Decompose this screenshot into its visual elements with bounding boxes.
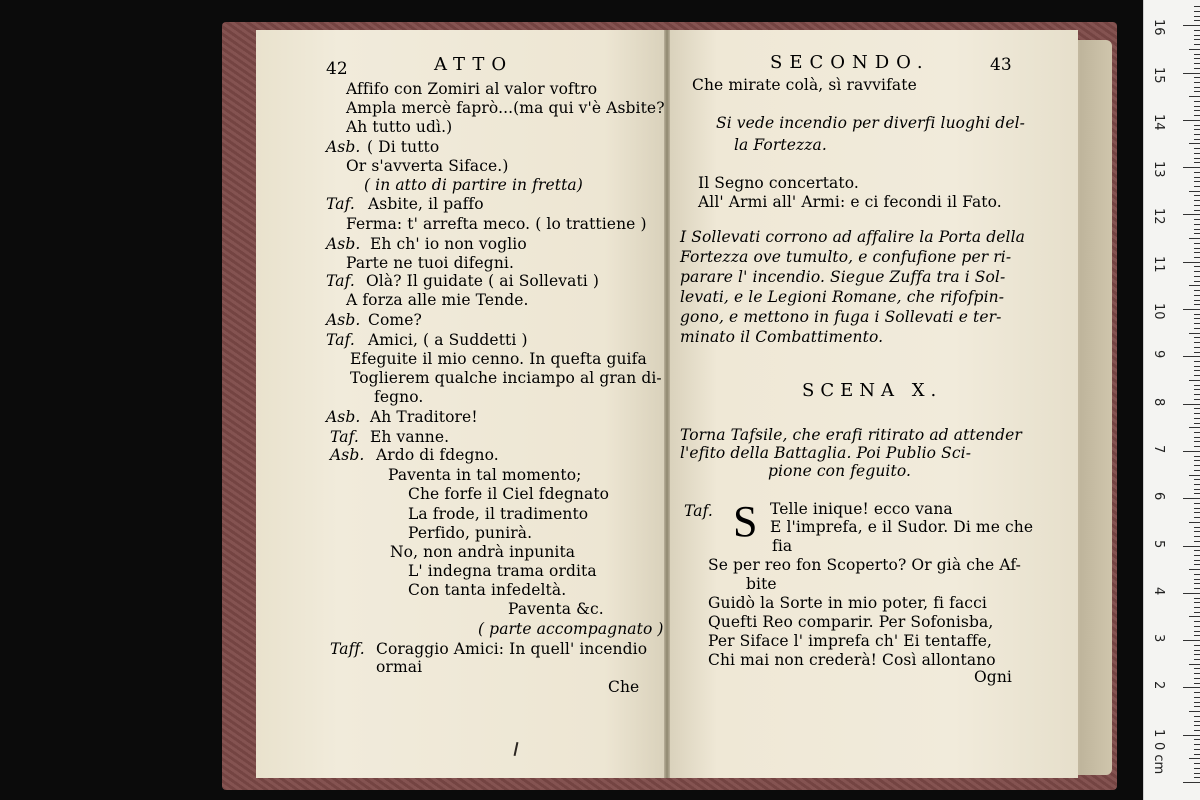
ruler-tick bbox=[1194, 763, 1200, 764]
ruler-tick bbox=[1194, 328, 1200, 329]
ruler-tick bbox=[1183, 593, 1200, 594]
text-line: Or s'avverta Siface.) bbox=[346, 157, 509, 175]
ruler-tick bbox=[1194, 683, 1200, 684]
ruler-tick bbox=[1194, 730, 1200, 731]
ruler-tick bbox=[1194, 314, 1200, 315]
stage-direction: gono, e mettono in fuga i Sollevati e ter- bbox=[680, 308, 1002, 326]
text-line: Asbite, il paffo bbox=[368, 195, 484, 213]
ruler-tick bbox=[1189, 427, 1200, 428]
ruler-tick bbox=[1194, 177, 1200, 178]
ruler-tick bbox=[1194, 692, 1200, 693]
stage-direction: Torna Tafsile, che erafi ritirato ad attender bbox=[680, 426, 1022, 444]
speaker-label: Asb. bbox=[326, 311, 361, 329]
ruler-tick bbox=[1194, 460, 1200, 461]
ruler-tick bbox=[1194, 58, 1200, 59]
ruler-tick bbox=[1194, 352, 1200, 353]
text-line: All' Armi all' Armi: e ci fecondi il Fato. bbox=[698, 193, 1002, 211]
ruler-number: 6 bbox=[1151, 492, 1166, 501]
ruler-tick bbox=[1189, 664, 1200, 665]
ruler-number: 11 bbox=[1151, 255, 1166, 273]
ruler-tick bbox=[1194, 493, 1200, 494]
ruler-tick bbox=[1183, 451, 1200, 452]
aria-line: La frode, il tradimento bbox=[408, 505, 589, 523]
ruler-number: 16 bbox=[1151, 19, 1166, 36]
ruler-tick bbox=[1183, 262, 1200, 263]
ruler-tick bbox=[1194, 654, 1200, 655]
text-line: Amici, ( a Suddetti ) bbox=[368, 331, 528, 349]
text-line: Olà? Il guidate ( ai Sollevati ) bbox=[366, 272, 599, 290]
text-line: Ardo di fdegno. bbox=[376, 446, 499, 464]
ruler-tick bbox=[1194, 456, 1200, 457]
ruler-tick bbox=[1194, 408, 1200, 409]
ruler-tick bbox=[1194, 564, 1200, 565]
ruler-tick bbox=[1194, 342, 1200, 343]
speaker-label: Asb. bbox=[330, 446, 365, 464]
ruler-tick bbox=[1194, 673, 1200, 674]
ruler-tick bbox=[1194, 479, 1200, 480]
ruler-tick bbox=[1194, 697, 1200, 698]
ruler-tick bbox=[1189, 475, 1200, 476]
scene-heading: SCENA X. bbox=[802, 380, 943, 401]
ruler-tick bbox=[1194, 645, 1200, 646]
ruler-tick bbox=[1194, 413, 1200, 414]
ruler-tick bbox=[1194, 754, 1200, 755]
text-line: Parte ne tuoi difegni. bbox=[346, 254, 514, 272]
ruler-tick bbox=[1194, 668, 1200, 669]
ruler-tick bbox=[1194, 337, 1200, 338]
text-line: Telle inique! ecco vana bbox=[770, 500, 953, 518]
ruler-tick bbox=[1194, 721, 1200, 722]
ruler-tick bbox=[1183, 546, 1200, 547]
speaker-label: Taf. bbox=[330, 428, 359, 446]
stage-direction: pione con feguito. bbox=[768, 462, 912, 480]
ruler-tick bbox=[1194, 318, 1200, 319]
ruler-tick bbox=[1194, 635, 1200, 636]
text-line: Che mirate colà, sì ravvifate bbox=[692, 76, 917, 94]
text-line: bite bbox=[746, 575, 777, 593]
ruler-tick bbox=[1194, 361, 1200, 362]
speaker-label: Taf. bbox=[326, 331, 355, 349]
ruler-tick bbox=[1194, 517, 1200, 518]
text-line: Eh vanne. bbox=[370, 428, 450, 446]
ruler-tick bbox=[1183, 404, 1200, 405]
ruler-number: 4 bbox=[1151, 586, 1166, 596]
text-line: Come? bbox=[368, 311, 422, 329]
ruler-tick bbox=[1194, 243, 1200, 244]
ruler-tick bbox=[1194, 489, 1200, 490]
ruler-tick bbox=[1189, 522, 1200, 523]
ruler-tick bbox=[1183, 498, 1200, 499]
ruler-tick bbox=[1194, 63, 1200, 64]
text-line: Il Segno concertato. bbox=[698, 174, 859, 192]
ruler-tick bbox=[1194, 91, 1200, 92]
text-line: fia bbox=[772, 537, 793, 555]
ruler-tick bbox=[1189, 191, 1200, 192]
ruler-tick bbox=[1194, 162, 1200, 163]
ruler-tick bbox=[1194, 749, 1200, 750]
ruler-tick bbox=[1194, 11, 1200, 12]
text-line: Affifo con Zomiri al valor voftro bbox=[346, 80, 598, 98]
ruler-tick bbox=[1189, 616, 1200, 617]
ruler-tick bbox=[1194, 583, 1200, 584]
catchword: Ogni bbox=[974, 668, 1012, 686]
text-line: Efeguite il mio cenno. In quefta guifa bbox=[350, 350, 647, 368]
ruler-tick bbox=[1194, 219, 1200, 220]
ruler-tick bbox=[1194, 588, 1200, 589]
text-line: Ah tutto udì.) bbox=[346, 118, 453, 136]
ruler-tick bbox=[1194, 744, 1200, 745]
ruler-tick bbox=[1194, 30, 1200, 31]
ruler-tick bbox=[1194, 418, 1200, 419]
ruler-tick bbox=[1183, 167, 1200, 168]
aria-line: No, non andrà inpunita bbox=[390, 543, 576, 561]
text-line: Quefti Reo comparir. Per Sofonisba, bbox=[708, 613, 994, 631]
ruler-tick bbox=[1194, 229, 1200, 230]
ruler-tick bbox=[1194, 465, 1200, 466]
ruler-number: 12 bbox=[1151, 208, 1166, 225]
text-line: Toglierem qualche inciampo al gran di- bbox=[350, 369, 662, 387]
ruler-tick bbox=[1194, 389, 1200, 390]
aria-line: Perfido, punirà. bbox=[408, 524, 533, 542]
ruler-tick bbox=[1189, 758, 1200, 759]
ruler-tick bbox=[1194, 579, 1200, 580]
ruler-tick bbox=[1194, 290, 1200, 291]
ruler-tick bbox=[1189, 238, 1200, 239]
ruler-tick bbox=[1194, 612, 1200, 613]
ruler-tick bbox=[1194, 375, 1200, 376]
ruler-tick bbox=[1194, 503, 1200, 504]
text-line: ( Di tutto bbox=[367, 138, 440, 156]
ruler-tick bbox=[1194, 205, 1200, 206]
ruler-tick bbox=[1194, 77, 1200, 78]
ruler-number: 3 bbox=[1151, 634, 1166, 643]
speaker-label: Taf. bbox=[326, 195, 355, 213]
ruler-number: 9 bbox=[1151, 350, 1166, 359]
text-line: Ah Traditore! bbox=[370, 408, 478, 426]
ruler-tick bbox=[1183, 356, 1200, 357]
ruler-tick bbox=[1189, 380, 1200, 381]
ruler-tick bbox=[1194, 266, 1200, 267]
ruler-tick bbox=[1194, 35, 1200, 36]
text-line: fegno. bbox=[374, 388, 424, 406]
ruler-tick bbox=[1194, 437, 1200, 438]
text-line: Se per reo fon Scoperto? Or già che Af- bbox=[708, 556, 1021, 574]
ruler-tick bbox=[1194, 385, 1200, 386]
ruler-number: 5 bbox=[1151, 539, 1166, 548]
ruler-tick bbox=[1194, 366, 1200, 367]
ruler-tick bbox=[1194, 106, 1200, 107]
running-head-left: ATTO bbox=[434, 54, 514, 75]
ruler-tick bbox=[1194, 512, 1200, 513]
ruler-tick bbox=[1194, 181, 1200, 182]
ruler-tick bbox=[1194, 16, 1200, 17]
ruler-tick bbox=[1194, 257, 1200, 258]
stage-direction: l'efito della Battaglia. Poi Publio Sci- bbox=[680, 444, 972, 462]
ruler-tick bbox=[1183, 120, 1200, 121]
ruler-number: 14 bbox=[1151, 113, 1166, 131]
page-number-left: 42 bbox=[326, 59, 348, 79]
text-line: A forza alle mie Tende. bbox=[346, 291, 529, 309]
ruler-tick bbox=[1194, 598, 1200, 599]
ruler-tick bbox=[1194, 200, 1200, 201]
ruler-tick bbox=[1189, 569, 1200, 570]
ruler-tick bbox=[1194, 6, 1200, 7]
ruler-tick bbox=[1183, 309, 1200, 310]
ruler-tick bbox=[1194, 527, 1200, 528]
ruler-tick bbox=[1183, 687, 1200, 688]
ruler-tick bbox=[1194, 148, 1200, 149]
ruler-tick bbox=[1194, 768, 1200, 769]
ruler-tick bbox=[1183, 214, 1200, 215]
ruler-tick bbox=[1194, 508, 1200, 509]
speaker-label: Asb. bbox=[326, 408, 361, 426]
ruler-tick bbox=[1194, 678, 1200, 679]
stage-direction: I Sollevati corrono ad affalire la Porta della bbox=[680, 228, 1025, 246]
ruler-tick bbox=[1194, 441, 1200, 442]
text-line: Chi mai non crederà! Così allontano bbox=[708, 651, 996, 669]
ruler-tick bbox=[1194, 650, 1200, 651]
ruler-tick bbox=[1194, 295, 1200, 296]
stage-direction: parare l' incendio. Siegue Zuffa tra i Sol- bbox=[680, 268, 1006, 286]
stage-direction: la Fortezza. bbox=[734, 136, 827, 154]
ruler-tick bbox=[1194, 739, 1200, 740]
ruler-unit-label: 0 cm bbox=[1151, 742, 1166, 775]
ruler-tick bbox=[1194, 484, 1200, 485]
ruler-tick bbox=[1194, 82, 1200, 83]
ruler-tick bbox=[1194, 555, 1200, 556]
text-line: Guidò la Sorte in mio poter, fi facci bbox=[708, 594, 987, 612]
ruler-tick bbox=[1194, 252, 1200, 253]
ruler-tick bbox=[1183, 782, 1200, 783]
ruler-tick bbox=[1189, 49, 1200, 50]
ruler-tick bbox=[1194, 621, 1200, 622]
text-line: Eh ch' io non voglio bbox=[370, 235, 527, 253]
book-gutter bbox=[664, 30, 670, 778]
ruler-tick bbox=[1194, 39, 1200, 40]
ruler-tick bbox=[1194, 153, 1200, 154]
aria-line: L' indegna trama ordita bbox=[408, 562, 597, 580]
ruler-tick bbox=[1194, 323, 1200, 324]
aria-line: Con tanta infedeltà. bbox=[408, 581, 567, 599]
ruler-tick bbox=[1194, 470, 1200, 471]
ruler-tick bbox=[1194, 224, 1200, 225]
ruler-tick bbox=[1194, 101, 1200, 102]
aria-line: Che forfe il Ciel fdegnato bbox=[408, 485, 610, 503]
ruler-number: 8 bbox=[1151, 397, 1166, 406]
speaker-label: Asb. bbox=[326, 235, 361, 253]
ruler-tick bbox=[1194, 423, 1200, 424]
ruler-tick bbox=[1189, 285, 1200, 286]
ruler-number: 1 bbox=[1151, 728, 1166, 737]
text-line: Ferma: t' arrefta meco. ( lo trattiene ) bbox=[346, 215, 647, 233]
ruler-tick bbox=[1183, 735, 1200, 736]
speaker-label: Asb. bbox=[326, 138, 361, 156]
ruler-tick bbox=[1194, 276, 1200, 277]
ruler-tick bbox=[1194, 432, 1200, 433]
ruler-number: 2 bbox=[1151, 681, 1166, 690]
ruler-tick bbox=[1194, 172, 1200, 173]
text-line: ormai bbox=[376, 658, 423, 676]
ruler-tick bbox=[1194, 347, 1200, 348]
stage-direction: levati, e le Legioni Romane, che rifofpin- bbox=[680, 288, 1005, 306]
ruler-tick bbox=[1194, 550, 1200, 551]
ruler-tick bbox=[1194, 271, 1200, 272]
ruler-tick bbox=[1183, 25, 1200, 26]
ruler-tick bbox=[1194, 370, 1200, 371]
ruler-tick bbox=[1194, 300, 1200, 301]
ruler-tick bbox=[1194, 248, 1200, 249]
catchword: Che bbox=[608, 678, 640, 696]
da-capo: Paventa &c. bbox=[508, 600, 604, 618]
ruler-number: 15 bbox=[1151, 66, 1166, 84]
ruler-tick bbox=[1194, 87, 1200, 88]
ruler-tick bbox=[1194, 574, 1200, 575]
ruler-tick bbox=[1194, 446, 1200, 447]
ruler-tick bbox=[1194, 659, 1200, 660]
running-head-right: SECONDO. bbox=[770, 52, 930, 73]
speaker-label: Taf. bbox=[684, 502, 713, 520]
text-line: E l'imprefa, e il Sudor. Di me che bbox=[770, 518, 1034, 536]
ruler-tick bbox=[1194, 531, 1200, 532]
ruler-tick bbox=[1194, 115, 1200, 116]
stage-direction: minato il Combattimento. bbox=[680, 328, 884, 346]
text-line: Per Siface l' imprefa ch' Ei tentaffe, bbox=[708, 632, 993, 650]
text-line: Ampla mercè faprò...(ma qui v'è Asbite? bbox=[346, 99, 665, 117]
ruler-tick bbox=[1194, 139, 1200, 140]
ruler-tick bbox=[1194, 631, 1200, 632]
left-page bbox=[256, 30, 666, 778]
ruler-tick bbox=[1194, 702, 1200, 703]
stage-direction: ( parte accompagnato ) bbox=[478, 620, 664, 638]
text-line: Coraggio Amici: In quell' incendio bbox=[376, 640, 648, 658]
ruler-tick bbox=[1194, 304, 1200, 305]
ruler-number: 10 bbox=[1151, 303, 1166, 320]
ruler-tick bbox=[1194, 186, 1200, 187]
ruler-tick bbox=[1194, 54, 1200, 55]
ruler-tick bbox=[1194, 68, 1200, 69]
speaker-label: Taff. bbox=[330, 640, 365, 658]
ruler-tick bbox=[1194, 20, 1200, 21]
ruler-tick bbox=[1189, 711, 1200, 712]
ruler-tick bbox=[1194, 129, 1200, 130]
ruler-tick bbox=[1194, 716, 1200, 717]
ruler-tick bbox=[1189, 333, 1200, 334]
ruler-tick bbox=[1194, 773, 1200, 774]
ruler-tick bbox=[1194, 195, 1200, 196]
ruler-tick bbox=[1194, 626, 1200, 627]
ruler-tick bbox=[1194, 725, 1200, 726]
ruler-tick bbox=[1194, 536, 1200, 537]
ruler-tick bbox=[1183, 640, 1200, 641]
stage-direction: Fortezza ove tumulto, e confufione per ri- bbox=[680, 248, 1012, 266]
page-number-right: 43 bbox=[990, 55, 1012, 75]
ruler-tick bbox=[1194, 134, 1200, 135]
ruler-tick bbox=[1189, 143, 1200, 144]
stage-direction: ( in atto di partire in fretta) bbox=[364, 176, 583, 194]
ruler-tick bbox=[1194, 560, 1200, 561]
drop-capital: S bbox=[733, 497, 758, 546]
ruler-tick bbox=[1194, 607, 1200, 608]
ruler-tick bbox=[1194, 777, 1200, 778]
ruler-tick bbox=[1194, 125, 1200, 126]
ruler-tick bbox=[1194, 44, 1200, 45]
speaker-label: Taf. bbox=[326, 272, 355, 290]
ruler-tick bbox=[1194, 394, 1200, 395]
ruler-tick bbox=[1194, 158, 1200, 159]
ruler-tick bbox=[1194, 233, 1200, 234]
ruler-number: 7 bbox=[1151, 444, 1166, 454]
ruler-tick bbox=[1194, 706, 1200, 707]
ruler-tick bbox=[1194, 281, 1200, 282]
ruler-tick bbox=[1189, 96, 1200, 97]
ruler-tick bbox=[1194, 210, 1200, 211]
ruler-number: 13 bbox=[1151, 161, 1166, 178]
stage-direction: Si vede incendio per diverfi luoghi del- bbox=[716, 114, 1025, 132]
ruler-tick bbox=[1194, 399, 1200, 400]
measurement-ruler bbox=[1143, 0, 1200, 800]
ruler-tick bbox=[1194, 541, 1200, 542]
aria-line: Paventa in tal momento; bbox=[388, 466, 582, 484]
ruler-tick bbox=[1194, 602, 1200, 603]
ruler-tick bbox=[1183, 73, 1200, 74]
ruler-tick bbox=[1194, 110, 1200, 111]
